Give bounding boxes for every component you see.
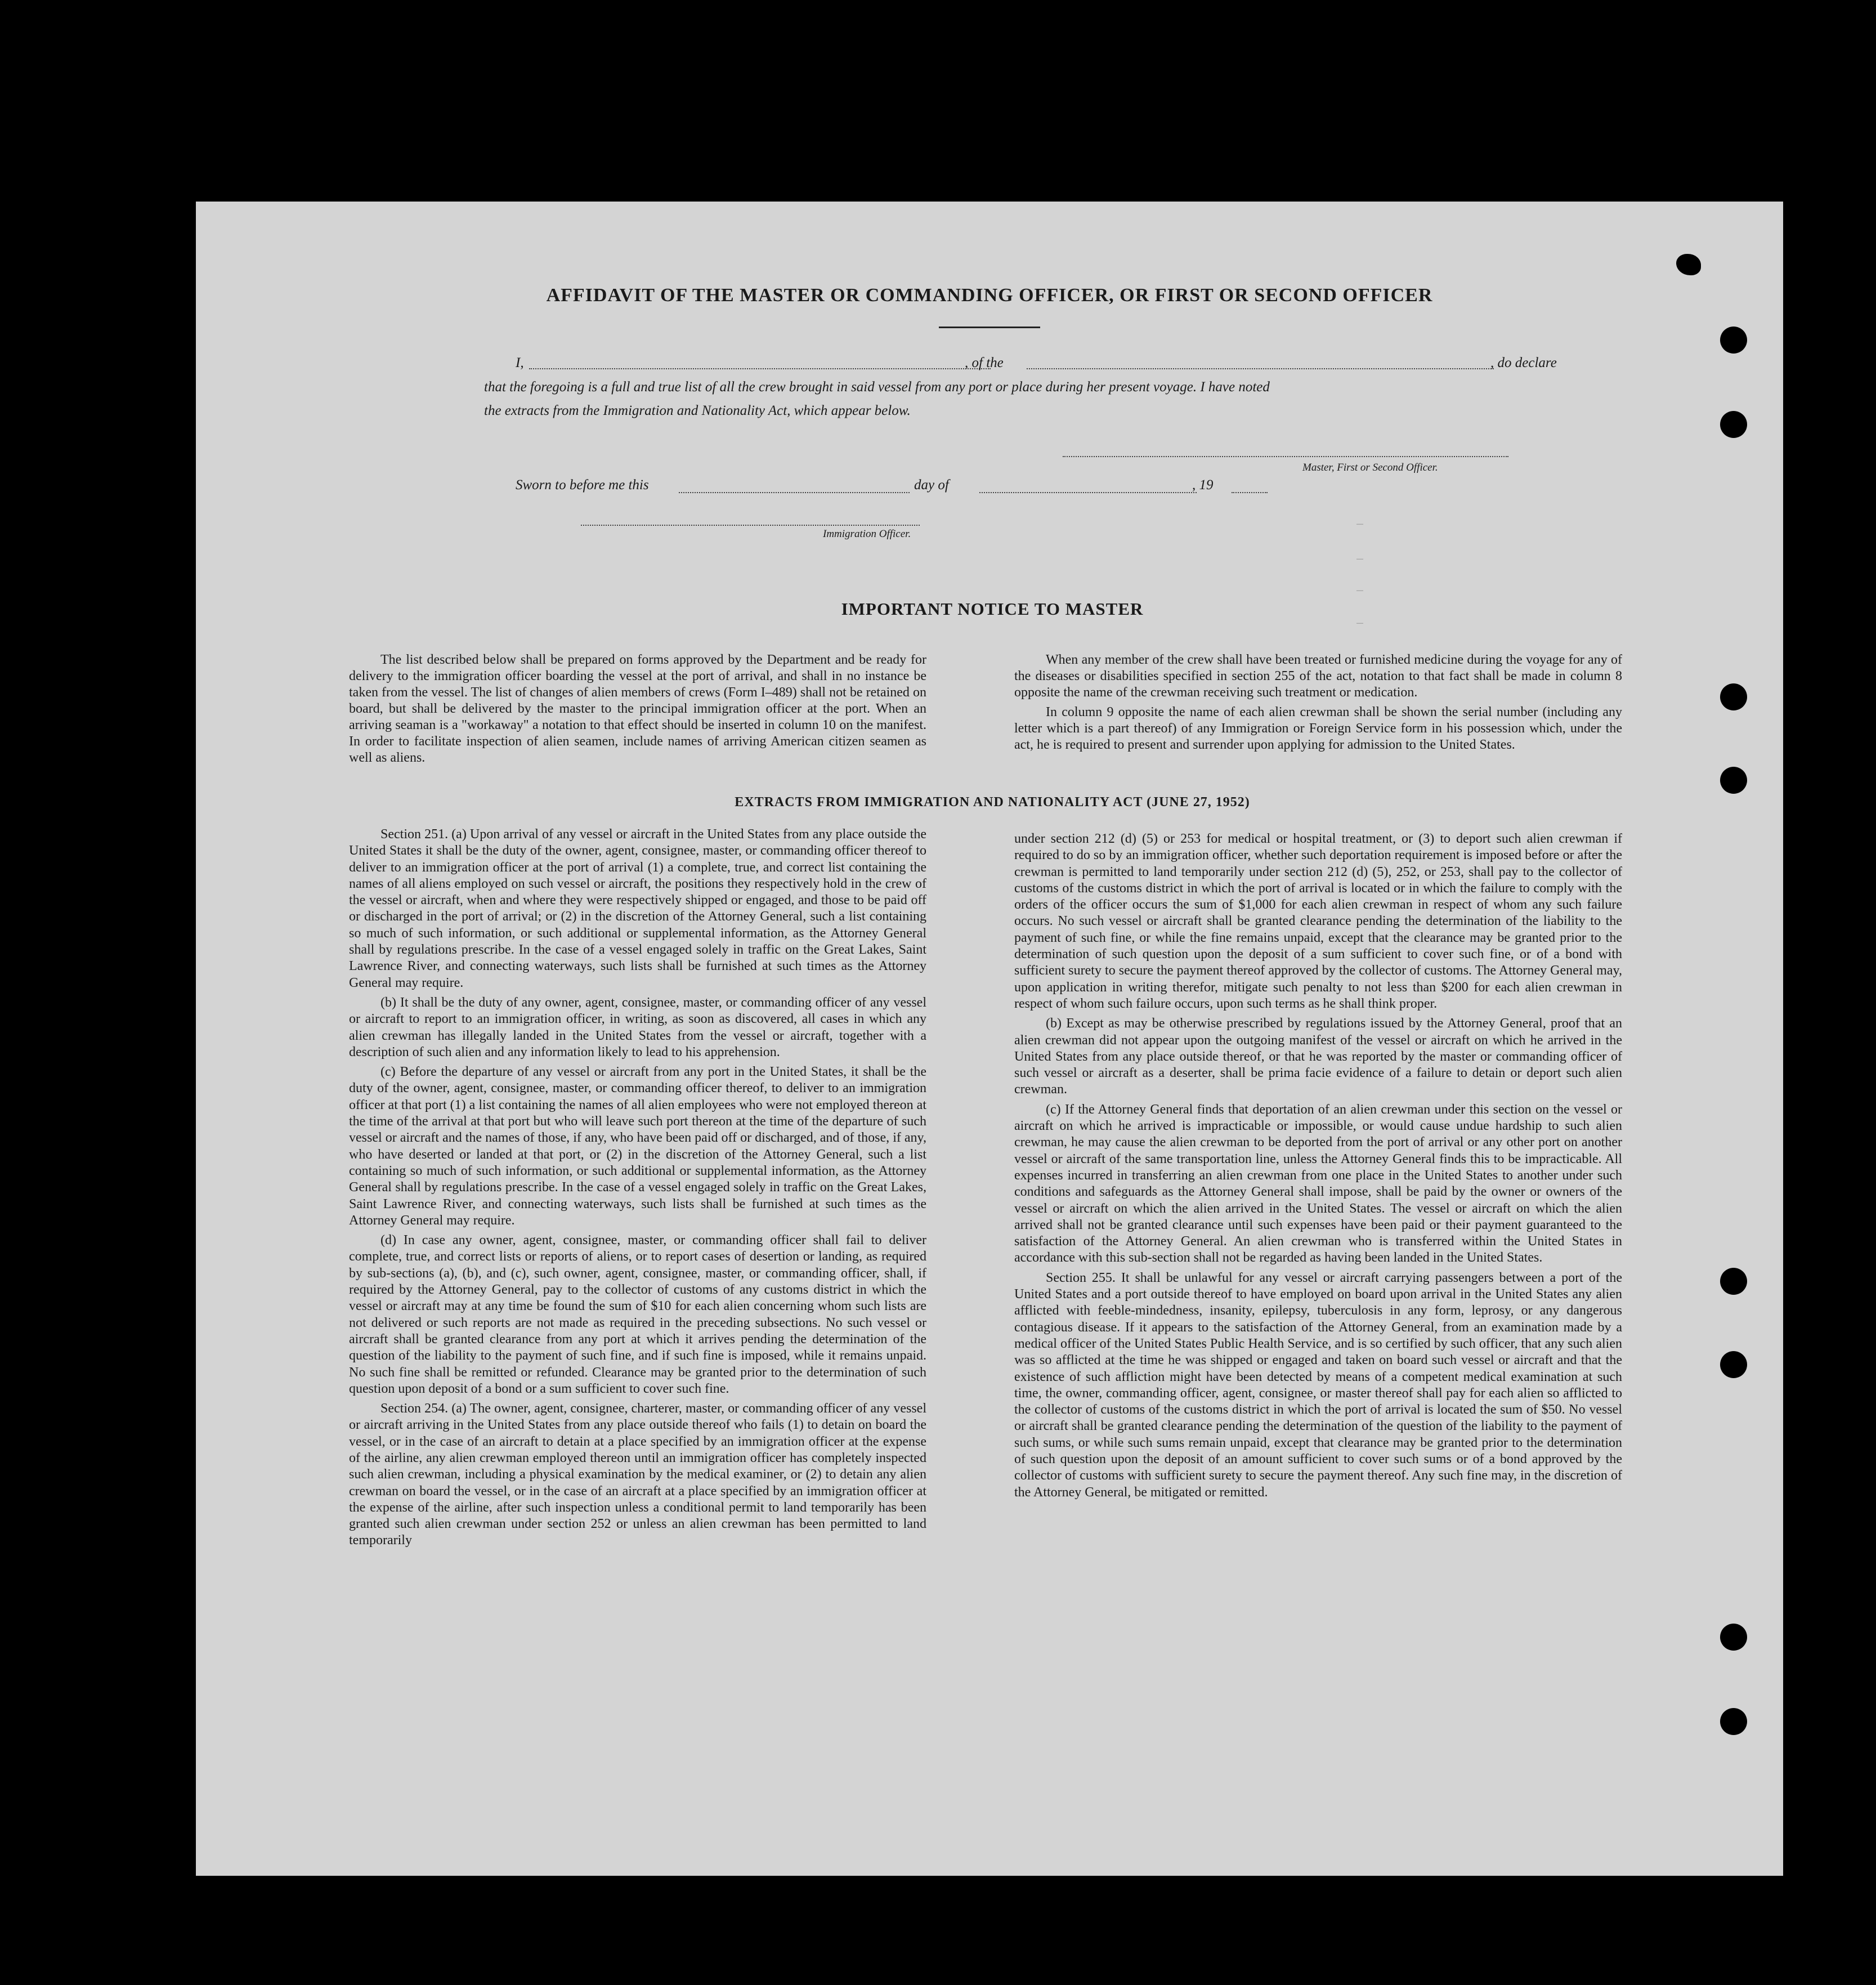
notice-title: IMPORTANT NOTICE TO MASTER [841, 599, 1144, 619]
declare-i: I, [516, 355, 524, 370]
punch-hole [1720, 327, 1747, 354]
punch-hole [1720, 1268, 1747, 1295]
sworn-day-of-label: day of [914, 477, 949, 493]
section-251-c: (c) Before the departure of any vessel or aircraft from any port in the United States, it shall be the duty of the owner, agent, consignee, master, or commanding officer thereof, to deliver to an immigration officer at that port (1) a list containing the names of all alien employees who were not employed thereon at the time of the arrival at that port but who will leave such port thereon at the time of the departure of such vessel or aircraft and the names of those, if any, who have been paid off or discharged, and of those, if any, who have deserted or landed at that port, or (2) in the discretion of the Attorney General, such a list containing so much of such information, or such additional or supplemental information, as the Attorney General shall by regulations prescribe. In the case of a vessel engaged solely in traffic on the Great Lakes, Saint Lawrence River, and connecting waterways, such lists shall be furnished at such times as the Attorney General may require. [349, 1065, 926, 1228]
punch-hole [1720, 1624, 1747, 1651]
sworn-year-blank[interactable] [1232, 492, 1268, 493]
declaration-line-2: the extracts from the Immigration and Nationality Act, which appear below. [484, 403, 911, 418]
document-page [196, 202, 1783, 1876]
punch-hole [1720, 411, 1747, 438]
punch-hole [1720, 1708, 1747, 1735]
sworn-month-blank[interactable] [979, 492, 1197, 493]
section-251-b: (b) It shall be the duty of any owner, agent, consignee, master, or commanding officer of any vessel or aircraft to report to an immigration officer, in writing, as soon as discovered, all cases in which any alien crewman has illegally landed in the United States from the vessel or aircraft, together with a description of such alien and any information likely to lead to his apprehension. [349, 995, 926, 1059]
sworn-date-blank[interactable] [679, 492, 910, 493]
section-254-b: (b) Except as may be otherwise prescribed by regulations issued by the Attorney General, proof that an alien crewman did not appear upon the outgoing manifest of the vessel or aircraft on which he arrived in the United States from any place outside thereof, or that he was reported by the master or commanding officer of such vessel or aircraft as a deserter, shall be prima facie evidence of a failure to detain or deport such alien crewman. [1014, 1016, 1622, 1097]
sworn-before-label: Sworn to before me this [516, 477, 649, 493]
notice-right-paragraph-1: When any member of the crew shall have been treated or furnished medicine during the voyage for any of the diseases or disabilities specified in section 255 of the act, notation to that fact shall be made in column 8 opposite the name of the crewman receiving such treatment or medication. [1014, 652, 1622, 700]
declare-of-the: , of the [965, 355, 1004, 370]
name-blank[interactable] [529, 368, 991, 369]
bleed-through-mark: – [1356, 583, 1364, 597]
declare-end: , do declare [1490, 355, 1557, 370]
ink-blot [1866, 249, 1876, 279]
notice-left-column [349, 652, 926, 770]
vessel-blank[interactable] [1027, 368, 1494, 369]
master-signature-line[interactable] [1063, 456, 1508, 457]
section-254-c: (c) If the Attorney General finds that deportation of an alien crewman under this section on the vessel or aircraft on which he arrived is impracticable or impossible, or would cause undue hardship to such alien crewman, he may cause the alien crewman to be deported from the port of arrival or any other port on another vessel or aircraft of the same transportation line, unless the Attorney General finds this to be impracticable. All expenses incurred in transferring an alien crewman from one place in the United States to another under such conditions and safeguards as the Attorney General shall impose, shall be paid by the owner or owners of the vessel or aircraft on which the alien arrived in the United States. The vessel or aircraft on which the alien arrived shall not be granted clearance until such expenses have been paid or their payment guaranteed to the satisfaction of the Attorney General. An alien crewman who is transferred within the United States in accordance with this sub-section shall not be regarded as having been landed in the United States. [1014, 1102, 1622, 1266]
officer-signature-line[interactable] [581, 525, 920, 526]
punch-hole [1720, 683, 1747, 710]
sworn-year-label: , 19 [1192, 477, 1214, 493]
section-255: Section 255. It shall be unlawful for any vessel or aircraft carrying passengers between a port of the United States and a port outside thereof to have employed on board upon arrival in the United States any alien afflicted with feeble-mindedness, insanity, epilepsy, tuberculosis in any form, leprosy, or any dangerous contagious disease. If it appears to the satisfaction of the Attorney General, from an examination made by a medical officer of the United States Public Health Service, and is so certified by such officer, that any such alien was so afflicted at the time he was shipped or engaged and taken on board such vessel or aircraft and that the existence of such affliction might have been detected by means of a competent medical examination at such time, the owner, commanding officer, agent, consignee, or master thereof shall pay for each alien so afflicted to the collector of customs of the customs district in which the port of arrival is located the sum of $50. No vessel or aircraft shall be granted clearance pending the determination of the question of the liability to the payment of such sums, or while such sums remain unpaid, except that clearance may be granted prior to the determination of such question upon the deposit of an amount sufficient to cover such sums or of a bond approved by the collector of customs with sufficient surety to secure the payment thereof. Any such fine may, in the discretion of the Attorney General, be mitigated or remitted. [1014, 1270, 1622, 1500]
punch-hole [1720, 767, 1747, 794]
affidavit-title: AFFIDAVIT OF THE MASTER OR COMMANDING OFFICER, OR FIRST OR SECOND OFFICER [546, 285, 1433, 306]
notice-right-column [1014, 652, 1622, 757]
extracts-right-column [1014, 831, 1622, 1504]
punch-hole [1720, 1351, 1747, 1378]
section-254-a-continued: under section 212 (d) (5) or 253 for medical or hospital treatment, or (3) to deport such alien crewman if required to do so by an immigration officer, whether such deportation requirement is imposed before or after the crewman is permitted to land temporarily under section 212 (d) (5), 252, or 253, shall pay to the collector of customs of the customs district in which the port of arrival is located or in which the failure to comply with the orders of the officer occurs the sum of $1,000 for each alien crewman in respect of whom any such failure occurs. No such vessel or aircraft shall be granted clearance pending the determination of the liability to the payment of such fine, or while the fine remains unpaid, except that the clearance may be granted prior to the determination of such question upon the deposit of a sum sufficient to cover such fine, or of a bond with sufficient surety to secure the payment thereof approved by the collector of customs. The Attorney General may, upon application in writing therefor, mitigate such penalty to not less than $200 for each alien crewman in respect of whom such failure occurs, upon such terms as he shall think proper. [1014, 831, 1622, 1011]
title-underline [939, 327, 1040, 328]
master-caption: Master, First or Second Officer. [1302, 462, 1438, 473]
notice-left-paragraph: The list described below shall be prepared on forms approved by the Department and be ready for delivery to the immigration officer boarding the vessel at the port of arrival, and shall in no instance be taken from the vessel. The list of changes of alien members of crews (Form I–489) shall not be retained on board, but shall be delivered by the master to the principal immigration officer at the port. When an arriving seaman is a "workaway" a notation to that effect should be inserted in column 10 on the manifest. In order to facilitate inspection of alien seamen, include names of arriving American citizen seamen as well as aliens. [349, 652, 926, 765]
extracts-title: EXTRACTS FROM IMMIGRATION AND NATIONALITY ACT (JUNE 27, 1952) [735, 795, 1250, 810]
notice-right-paragraph-2: In column 9 opposite the name of each alien crewman shall be shown the serial number (including any letter which is a part thereof) of any Immigration or Foreign Service form in his possession which, under the act, he is required to present and surrender upon applying for admission to the United States. [1014, 705, 1622, 752]
bleed-through-mark: – [1356, 517, 1364, 530]
officer-caption: Immigration Officer. [823, 528, 911, 540]
declaration-line-1: that the foregoing is a full and true list of all the crew brought in said vessel from any port or place during her present voyage. I have noted [484, 379, 1270, 395]
bleed-through-mark: – [1356, 616, 1364, 629]
ink-blot [1676, 254, 1701, 275]
extracts-left-column [349, 826, 926, 1553]
section-251-d: (d) In case any owner, agent, consignee, master, or commanding officer shall fail to deliver complete, true, and correct lists or reports of aliens, or to report cases of desertion or landing, as required by sub-sections (a), (b), and (c), such owner, agent, consignee, master, or commanding officer, shall, if required by the Attorney General, pay to the collector of customs of any customs district in which the vessel or aircraft may at any time be found the sum of $10 for each alien concerning whom such lists are not delivered or such reports are not made as required in the preceding subsections. No such vessel or aircraft shall be granted clearance from any port at which it arrives pending the determination of the question of the liability to the payment of such fine, and if such fine is imposed, while it remains unpaid. No such fine shall be remitted or refunded. Clearance may be granted prior to the determination of such question upon deposit of a bond or a sum sufficient to cover such fine. [349, 1233, 926, 1396]
bleed-through-mark: – [1356, 552, 1364, 565]
section-251-a: Section 251. (a) Upon arrival of any vessel or aircraft in the United States from any place outside the United States it shall be the duty of the owner, agent, consignee, master, or commanding officer thereof to deliver to an immigration officer at the port of arrival (1) a complete, true, and correct list containing the names of all aliens employed on such vessel or aircraft, the positions they respectively hold in the crew of the vessel or aircraft, when and where they were respectively shipped or engaged, and those to be paid off or discharged in the port of arrival; or (2) in the discretion of the Attorney General, such a list containing so much of such information, or such additional or supplemental information, as the Attorney General shall by regulations prescribe. In the case of a vessel engaged solely in traffic on the Great Lakes, Saint Lawrence River, and connecting waterways, such lists shall be furnished at such times as the Attorney General may require. [349, 827, 926, 990]
section-254-a: Section 254. (a) The owner, agent, consignee, charterer, master, or commanding officer of any vessel or aircraft arriving in the United States from any place outside thereof who fails (1) to detain on board the vessel, or in the case of an aircraft to detain at a place specified by an immigration officer at the expense of the airline, any alien crewman employed thereon until an immigration officer has completely inspected such alien crewman, including a physical examination by the medical examiner, or (2) to detain any alien crewman on board the vessel, or in the case of an aircraft at a place specified by an immigration officer at the expense of the airline, after such inspection unless a conditional permit to land temporarily has been granted such alien crewman under section 252 or unless an alien crewman has been permitted to land temporarily [349, 1401, 926, 1548]
